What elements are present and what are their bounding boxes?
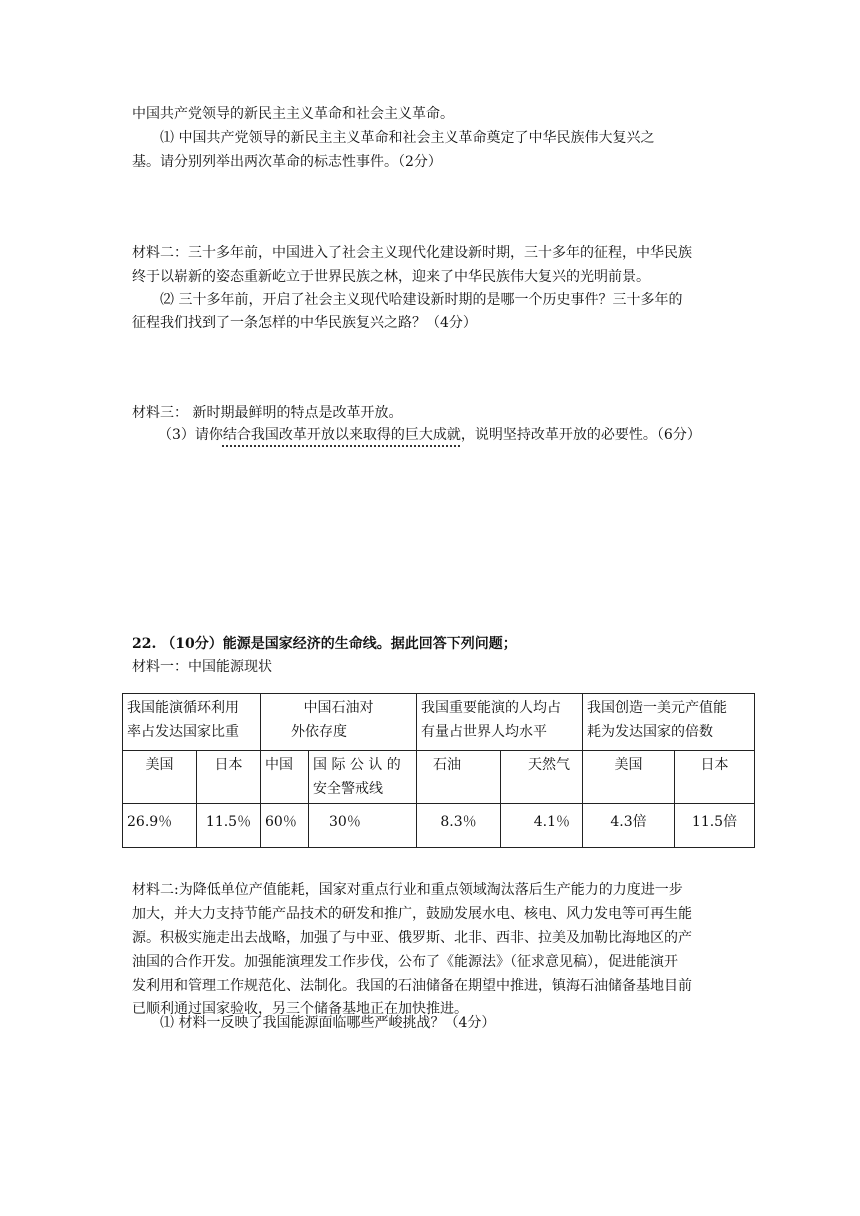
table-cell: 4.3倍 bbox=[583, 804, 675, 848]
table-subheader-cell: 日本 bbox=[197, 751, 261, 804]
intro-text: 中国共产党领导的新民主主义革命和社会主义革命。 bbox=[132, 106, 454, 122]
question-3-prefix: （3）请你 bbox=[158, 427, 223, 443]
material-2b-line4: 油国的合作开发。加强能演理发工作步伐，公布了《能源法》（征求意见稿），促进能演开 bbox=[132, 954, 678, 970]
table-subheader-cell: 美国 bbox=[583, 751, 675, 804]
table-cell: 11.5％ bbox=[197, 804, 261, 848]
material-2b-line1: 材料二:为降低单位产值能耗，国家对重点行业和重点领域淘汰落后生产能力的力度进一步 bbox=[132, 882, 683, 898]
table-cell: 60％ bbox=[261, 804, 309, 848]
material-2b-line2: 加大，并大力支持节能产品技术的研发和推广，鼓励发展水电、核电、风力发电等可再生能 bbox=[132, 906, 692, 922]
table-cell: 11.5倍 bbox=[675, 804, 755, 848]
table-cell: 26.9％ bbox=[123, 804, 197, 848]
question-3-suffix: ，说明坚持改革开放的必要性。（6分） bbox=[460, 427, 701, 443]
table-subheader-cell: 国 际 公 认 的 安全警戒线 bbox=[309, 751, 417, 804]
material-2-line2: 终于以崭新的姿态重新屹立于世界民族之林，迎来了中华民族伟大复兴的光明前景。 bbox=[132, 269, 650, 285]
material-2-line1: 材料二：三十多年前，中国进入了社会主义现代化建设新时期，三十多年的征程，中华民族 bbox=[132, 245, 692, 261]
table-header-cell: 我国重要能演的人均占 有量占世界人均水平 bbox=[417, 694, 583, 751]
table-cell: 30％ bbox=[309, 804, 417, 848]
table-subheader-cell: 中国 bbox=[261, 751, 309, 804]
table-header-cell: 中国石油对 外依存度 bbox=[261, 694, 417, 751]
question-2-line1: ⑵ 三十多年前，开启了社会主义现代哈建设新时期的是哪一个历史事件？三十多年的 bbox=[160, 292, 683, 308]
material-2b-line5: 发利用和管理工作规范化、法制化。我国的石油储备在期望中推进，镇海石油储备基地目前 bbox=[132, 978, 692, 994]
question-1-line2: 基。请分别列举出两次革命的标志性事件。（2分） bbox=[132, 154, 442, 170]
table-subheader-row bbox=[123, 751, 755, 804]
material-1-title: 材料一：中国能源现状 bbox=[132, 659, 272, 675]
table-row bbox=[123, 804, 755, 848]
material-2b-line3: 源。积极实施走出去战略，加强了与中亚、俄罗斯、北非、西非、拉美及加勒比海地区的产 bbox=[132, 930, 692, 946]
question-3 bbox=[158, 425, 701, 445]
table-subheader-cell: 石油 bbox=[417, 751, 501, 804]
table-subheader-cell: 天然气 bbox=[501, 751, 583, 804]
energy-status-table bbox=[122, 693, 755, 848]
question-1-line1: ⑴ 中国共产党领导的新民主主义革命和社会主义革命奠定了中华民族伟大复兴之 bbox=[160, 130, 655, 146]
question-2-line2: 征程我们找到了一条怎样的中华民族复兴之路？（4分） bbox=[132, 315, 477, 331]
table-header-row bbox=[123, 694, 755, 751]
question-3-emphasis: 结合我国改革开放以来取得的巨大成就 bbox=[222, 427, 461, 443]
table-cell: 8.3％ bbox=[417, 804, 501, 848]
material-2b-line6: 已顺利通过国家验收，另三个储备基地正在加快推进。 bbox=[132, 1001, 468, 1017]
table-header-cell: 我国创造一美元产值能 耗为发达国家的倍数 bbox=[583, 694, 755, 751]
table-subheader-cell: 美国 bbox=[123, 751, 197, 804]
question-22-1: ⑴ 材料一反映了我国能源面临哪些严峻挑战？（4分） bbox=[160, 1015, 496, 1031]
table-cell: 4.1％ bbox=[501, 804, 583, 848]
question-22-title: 22. （10分）能源是国家经济的生命线。据此回答下列问题； bbox=[132, 636, 517, 652]
table-subheader-cell: 日本 bbox=[675, 751, 755, 804]
table-header-cell: 我国能演循环利用 率占发达国家比重 bbox=[123, 694, 261, 751]
material-3-text: 材料三： 新时期最鲜明的特点是改革开放。 bbox=[132, 405, 403, 421]
